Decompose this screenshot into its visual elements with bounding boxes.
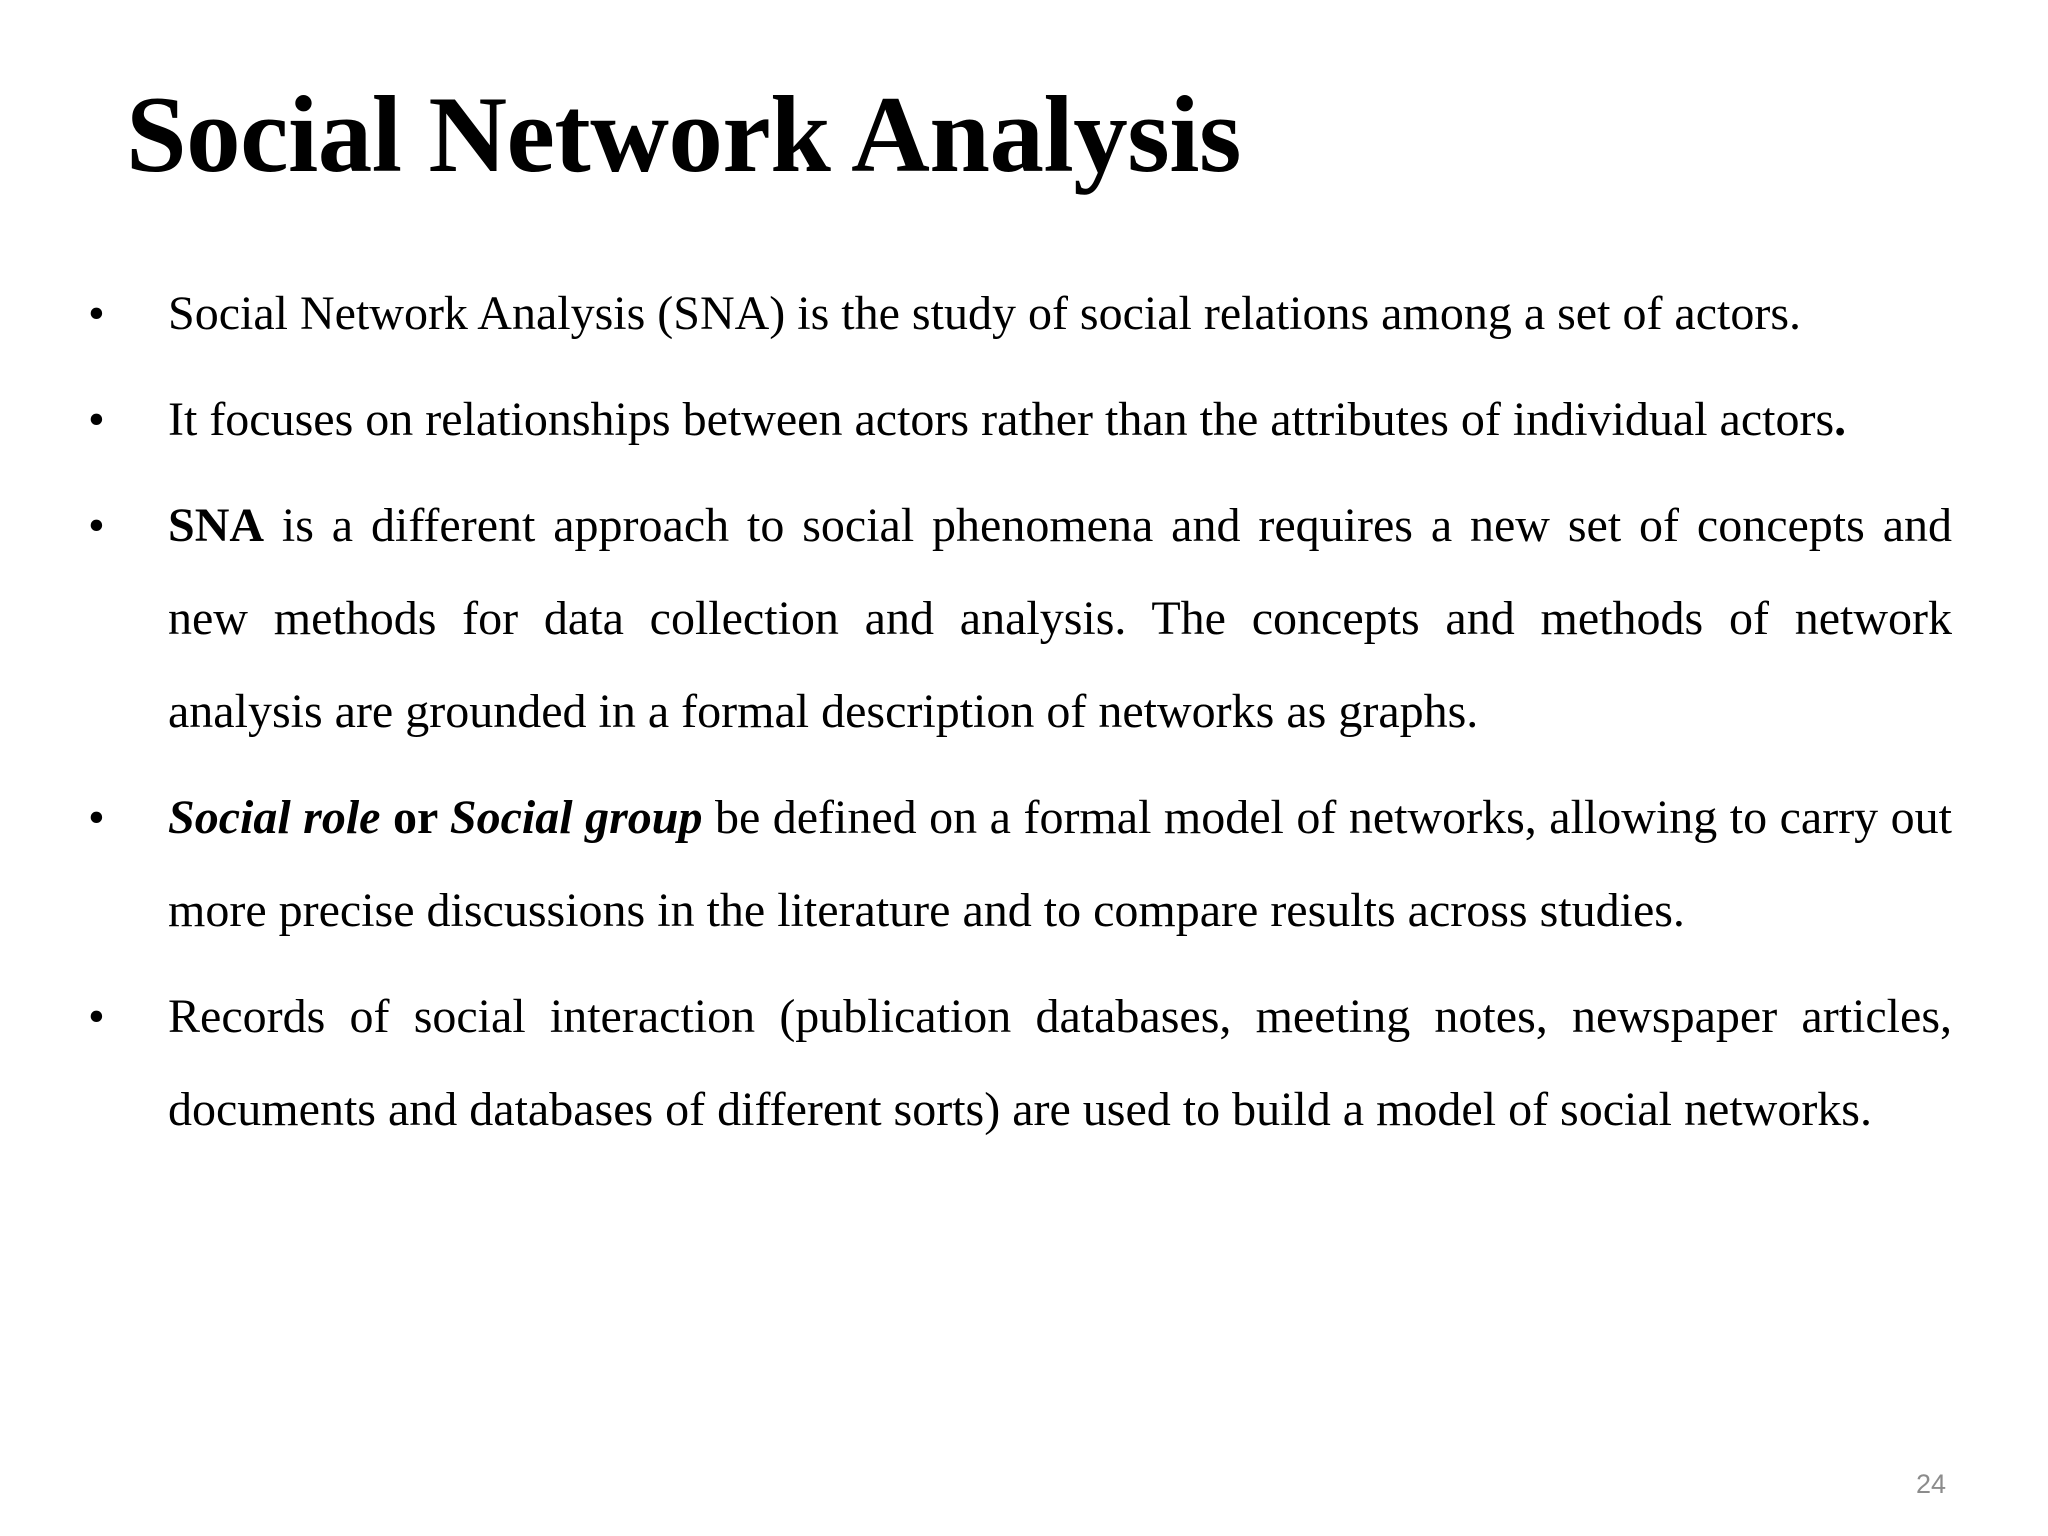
bullet-text	[168, 771, 1952, 957]
bullet-item-records	[0, 970, 2048, 1156]
bullet-text	[168, 373, 1952, 466]
bullet-item-social-role	[0, 771, 2048, 957]
term-social-group: Social group	[449, 791, 703, 844]
bullet-text-body: be defined on a formal model of networks, allowing to carry out more precise discussions in the literature and to compare results across studies.	[168, 791, 1952, 937]
bullet-marker: •	[88, 499, 105, 552]
bullet-text: Social Network Analysis (SNA) is the study of social relations among a set of actors.	[168, 287, 1802, 340]
bullet-marker: •	[88, 990, 105, 1043]
bullet-list	[0, 267, 2048, 1169]
bullet-item-different-approach	[0, 479, 2048, 758]
bullet-text	[168, 479, 1952, 758]
bold-term-sna: SNA	[168, 499, 265, 552]
bullet-marker: •	[88, 791, 105, 844]
slide-title: Social Network Analysis	[126, 74, 1241, 195]
bullet-text-body: It focuses on relationships between actors rather than the attributes of individual actors	[168, 393, 1835, 446]
bullet-marker: •	[88, 287, 105, 340]
bullet-text-body: is a different approach to social phenomena and requires a new set of concepts and new methods for data collection and analysis. The concepts and methods of network analysis are grounded in a formal description of networks as graphs.	[168, 499, 1952, 738]
term-social-role: Social role	[168, 791, 381, 844]
bullet-text: Records of social interaction (publication databases, meeting notes, newspaper articles, documents and databases of different sorts) are used to build a model of social networks.	[168, 990, 1952, 1136]
page-number: 24	[1916, 1469, 1947, 1499]
connector-or: or	[380, 791, 450, 844]
bold-period: .	[1834, 393, 1847, 446]
bullet-item-relationships	[0, 373, 2048, 466]
bullet-marker: •	[88, 393, 105, 446]
bullet-item-sna-definition	[0, 267, 2048, 360]
